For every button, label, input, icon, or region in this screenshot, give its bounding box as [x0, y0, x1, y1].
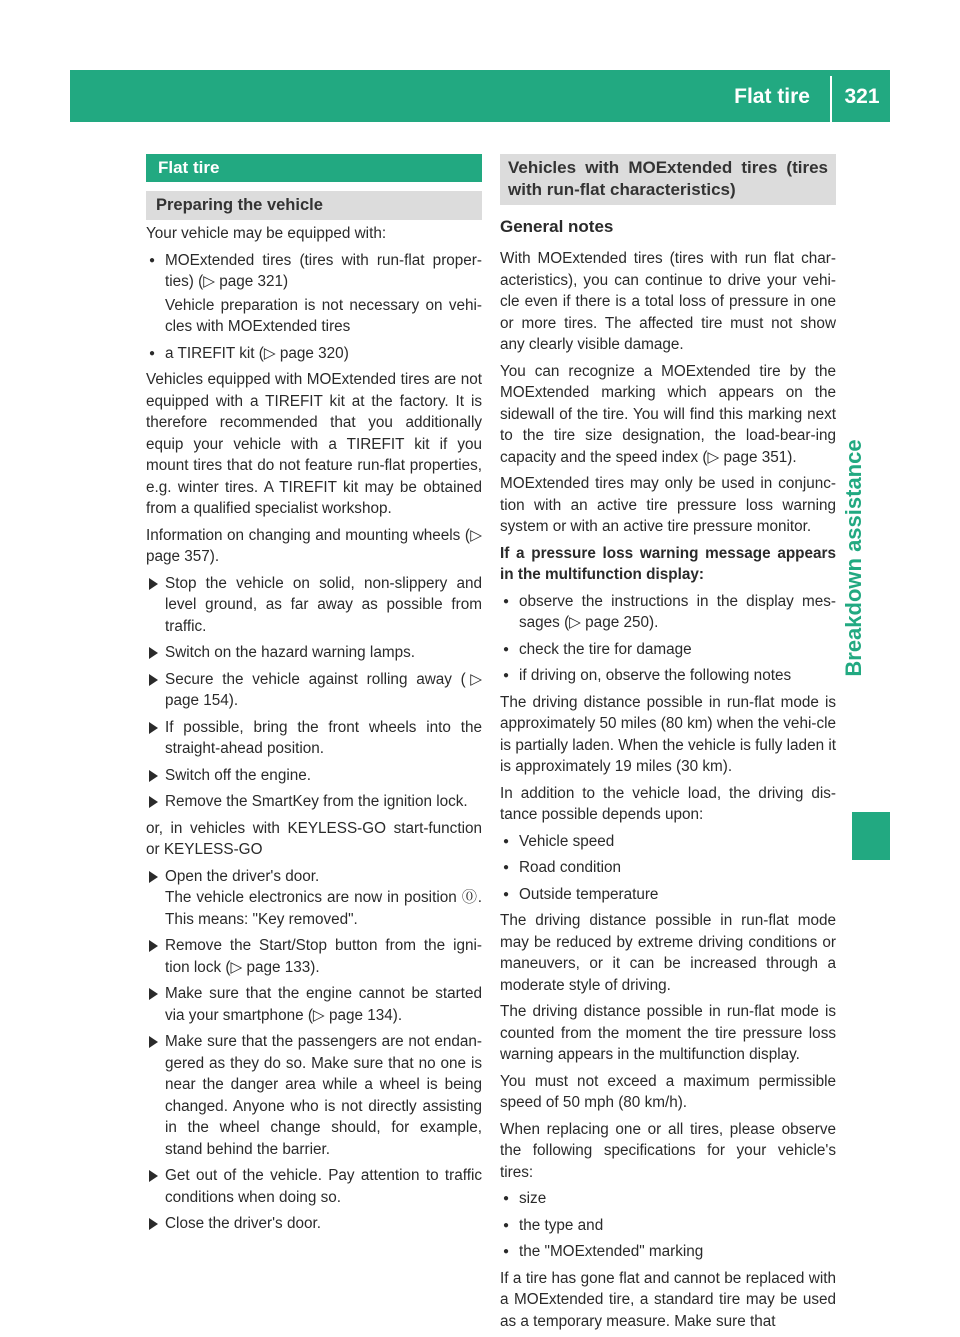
- step-text: Secure the vehicle against rolling away (▷ page 154).: [165, 670, 482, 709]
- list-item: [500, 831, 836, 853]
- step-arrow-icon: [149, 1218, 158, 1230]
- header-title: Flat tire: [734, 85, 810, 108]
- step-text: Remove the Start/Stop button from the igni-tion lock (▷ page 133).: [165, 937, 482, 976]
- step-text: Make sure that the passengers are not endan-gered as they do so. Make sure that no one is near the danger area while a wheel is being changed. Anyone who is not directly assisting in the wheel change should, for example, stand behind the barrier.: [165, 1033, 482, 1158]
- bullet-marker: ●: [503, 1246, 510, 1257]
- side-tab-marker: [852, 812, 890, 860]
- step-item: [146, 791, 482, 813]
- step-text: Make sure that the engine cannot be started via your smartphone (▷ page 134).: [165, 985, 482, 1024]
- bullet-marker: ●: [149, 347, 156, 359]
- step-note: The vehicle electronics are now in position ⓪. This means: "Key removed".: [165, 889, 482, 928]
- right-column: [500, 154, 836, 1337]
- subsection-title-general-notes: General notes: [500, 217, 614, 236]
- list-item-text: the "MOExtended" marking: [519, 1243, 704, 1260]
- step-arrow-icon: [149, 674, 158, 686]
- step-item: [146, 717, 482, 760]
- step-item: [146, 1165, 482, 1208]
- list-item: [500, 1215, 836, 1237]
- left-column: [146, 154, 482, 1240]
- list-item: [500, 884, 836, 906]
- bullet-marker: ●: [503, 835, 510, 847]
- list-item-text: Vehicle speed: [519, 832, 615, 850]
- step-text: Get out of the vehicle. Pay attention to traffic conditions when doing so.: [165, 1167, 482, 1206]
- list-item: [500, 639, 836, 661]
- list-item: [500, 857, 836, 879]
- step-text: Close the driver's door.: [165, 1215, 321, 1232]
- step-item: [146, 983, 482, 1026]
- list-item-text: size: [519, 1190, 547, 1207]
- section-title-flat-tire: Flat tire: [146, 154, 482, 182]
- step-arrow-icon: [149, 1036, 158, 1048]
- list-item-text: Road condition: [519, 859, 622, 876]
- body-paragraph: The driving distance possible in run-flat mode is counted from the moment the tire pressure loss warning appears in the multifunction display.: [500, 1003, 836, 1063]
- list-item-text: if driving on, observe the following notes: [519, 667, 792, 684]
- body-paragraph: You can recognize a MOExtended tire by the MOExtended marking which appears on the sidewall of the tire. You will find this marking next to the tire size designation, the load-bear-ing capacity and the speed index (▷ page 351).: [500, 362, 836, 466]
- body-paragraph: With MOExtended tires (tires with run flat char-acteristics), you can continue to drive your vehi-cle even if there is a total loss of pressure in one or more tires. The affected tire must not show any clearly visible damage.: [500, 250, 836, 353]
- subsection-title-preparing: Preparing the vehicle: [146, 191, 482, 220]
- body-paragraph: In addition to the vehicle load, the driving dis-tance possible depends upon:: [500, 784, 836, 823]
- intro-text: Your vehicle may be equipped with:: [146, 225, 387, 242]
- step-item: [146, 669, 482, 712]
- body-paragraph: When replacing one or all tires, please observe the following specifications for your vehicle's tires:: [500, 1120, 836, 1181]
- side-tab-label: Breakdown assistance: [841, 439, 866, 677]
- step-arrow-icon: [149, 578, 158, 590]
- list-item: [146, 250, 482, 338]
- body-paragraph: MOExtended tires may only be used in conjunc-tion with an active tire pressure loss warning system or with an active tire pressure monitor.: [500, 475, 836, 535]
- list-item: [500, 591, 836, 634]
- step-item: [146, 573, 482, 638]
- list-item: [500, 665, 836, 687]
- step-arrow-icon: [149, 1170, 158, 1182]
- body-paragraph: Vehicles equipped with MOExtended tires are not equipped with a TIREFIT kit at the factory. It is therefore recommended that you additionally equip your vehicle with a TIREFIT kit if you mount tires that do not feature run-flat properties, e.g. winter tires. A TIREFIT kit may be obtained from a qualified specialist workshop.: [146, 371, 482, 517]
- body-paragraph: The driving distance possible in run-flat mode is approximately 50 miles (80 km) when the vehi-cle is partially laden. When the vehicle is fully laden it is approximately 19 miles (30 km).: [500, 693, 836, 775]
- list-item-text: observe the instructions in the display mes-sages (▷ page 250).: [519, 592, 836, 631]
- page-number: 321: [844, 85, 880, 108]
- body-paragraph: or, in vehicles with KEYLESS-GO start-function or KEYLESS-GO: [146, 819, 482, 858]
- bullet-marker: ●: [503, 888, 510, 900]
- step-item: [146, 642, 482, 664]
- step-item: [146, 765, 482, 787]
- bullet-marker: ●: [149, 254, 156, 266]
- list-item-text: a TIREFIT kit (▷ page 320): [165, 344, 349, 362]
- step-item: [146, 866, 482, 931]
- step-arrow-icon: [149, 770, 158, 782]
- bullet-marker: ●: [503, 670, 510, 681]
- step-text: Stop the vehicle on solid, non-slippery and level ground, as far away as possible from traffic.: [165, 574, 482, 635]
- step-text: Switch off the engine.: [165, 766, 311, 784]
- header-divider: [830, 76, 832, 122]
- body-paragraph: If a tire has gone flat and cannot be replaced with a MOExtended tire, a standard tire may be used as a temporary measure. Make sure that: [500, 1269, 836, 1330]
- list-item-text: Outside temperature: [519, 885, 659, 903]
- bullet-marker: ●: [503, 862, 510, 873]
- page-header: [70, 70, 890, 122]
- step-text: Remove the SmartKey from the ignition lock.: [165, 793, 468, 810]
- list-item-text: the type and: [519, 1216, 604, 1234]
- step-arrow-icon: [149, 722, 158, 734]
- list-item: [500, 1241, 836, 1263]
- bullet-marker: ●: [503, 595, 510, 607]
- bullet-marker: ●: [503, 1219, 510, 1231]
- body-paragraph: You must not exceed a maximum permissible speed of 50 mph (80 km/h).: [500, 1072, 836, 1111]
- step-item: [146, 935, 482, 978]
- bullet-marker: ●: [503, 1193, 510, 1204]
- step-arrow-icon: [149, 796, 158, 808]
- step-arrow-icon: [149, 988, 158, 1000]
- list-item-text: MOExtended tires (tires with run-flat proper-ties) (▷ page 321): [165, 251, 482, 290]
- list-item-note: Vehicle preparation is not necessary on vehi-cles with MOExtended tires: [165, 296, 482, 335]
- body-paragraph: Information on changing and mounting wheels (▷ page 357).: [146, 526, 482, 565]
- body-paragraph: The driving distance possible in run-flat mode may be reduced by extreme driving conditions or maneuvers, or it can be increased through a moderate style of driving.: [500, 912, 836, 994]
- step-item: [146, 1213, 482, 1235]
- list-item: [146, 343, 482, 365]
- list-item: [500, 1188, 836, 1210]
- step-arrow-icon: [149, 940, 158, 952]
- warning-heading: If a pressure loss warning message appears in the multifunction display:: [500, 544, 836, 583]
- step-arrow-icon: [149, 647, 158, 659]
- step-text: Open the driver's door.: [165, 867, 320, 885]
- step-arrow-icon: [149, 871, 158, 883]
- step-text: If possible, bring the front wheels into the straight-ahead position.: [165, 718, 482, 757]
- step-text: Switch on the hazard warning lamps.: [165, 644, 415, 661]
- section-title-moextended: Vehicles with MOExtended tires (tires with run-flat characteristics): [500, 154, 836, 205]
- list-item-text: check the tire for damage: [519, 640, 692, 658]
- bullet-marker: ●: [503, 643, 510, 655]
- step-item: [146, 1031, 482, 1160]
